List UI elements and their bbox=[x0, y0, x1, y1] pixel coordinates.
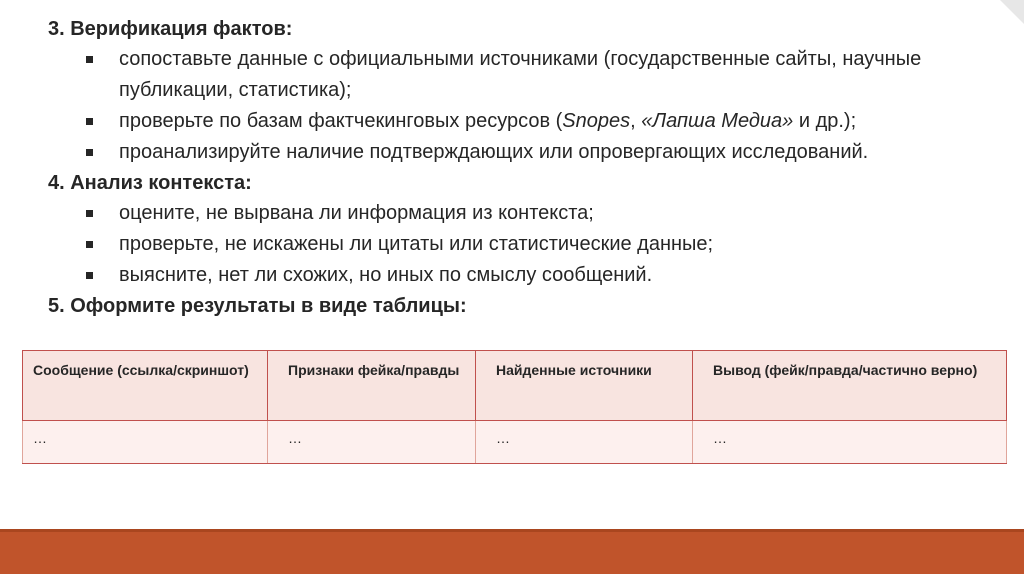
list-item bbox=[48, 106, 1018, 137]
list-item-text: проверьте, не искажены ли цитаты или статистические данные; bbox=[119, 233, 714, 255]
list-item-text-after: и др.); bbox=[793, 110, 857, 132]
list-item bbox=[48, 260, 1018, 291]
table-cell: … bbox=[476, 421, 693, 464]
bullet-icon bbox=[86, 241, 93, 248]
list-item-text: выясните, нет ли схожих, но иных по смыслу сообщений. bbox=[119, 264, 653, 286]
table-header-row bbox=[23, 351, 1007, 421]
bullet-icon bbox=[86, 149, 93, 156]
section-4-heading: 4. Анализ контекста: bbox=[48, 172, 252, 194]
snopes-name: Snopes bbox=[562, 110, 631, 132]
bullet-icon bbox=[86, 56, 93, 63]
section-3-list bbox=[48, 44, 1018, 168]
header-sources: Найденные источники bbox=[476, 351, 693, 421]
slide-content bbox=[48, 14, 1018, 321]
table-row bbox=[23, 421, 1007, 464]
lapsha-media-name: «Лапша Медиа» bbox=[641, 110, 794, 132]
list-item-text: сопоставьте данные с официальными источниками (государственные сайты, научные публикации, статистика); bbox=[119, 48, 922, 101]
table-cell: … bbox=[693, 421, 1007, 464]
list-item-text-middle: , bbox=[630, 110, 642, 132]
section-3-heading: 3. Верификация фактов: bbox=[48, 18, 293, 40]
list-item bbox=[48, 44, 979, 106]
bullet-icon bbox=[86, 118, 93, 125]
list-item-text: оцените, не вырвана ли информация из контекста; bbox=[119, 202, 594, 224]
footer-bar bbox=[0, 529, 1024, 574]
table-cell: … bbox=[268, 421, 476, 464]
list-item-text: проанализируйте наличие подтверждающих или опровергающих исследований. bbox=[119, 141, 869, 163]
header-signs: Признаки фейка/правды bbox=[268, 351, 476, 421]
list-item bbox=[48, 229, 1018, 260]
bullet-icon bbox=[86, 210, 93, 217]
footer-bar-edge bbox=[0, 529, 1024, 532]
header-conclusion: Вывод (фейк/правда/частично верно) bbox=[693, 351, 1007, 421]
list-item bbox=[48, 137, 899, 168]
table-cell: … bbox=[23, 421, 268, 464]
section-5-heading: 5. Оформите результаты в виде таблицы: bbox=[48, 295, 467, 317]
section-4-list bbox=[48, 198, 1018, 291]
bullet-icon bbox=[86, 272, 93, 279]
list-item bbox=[48, 198, 1018, 229]
header-message: Сообщение (ссылка/скриншот) bbox=[23, 351, 268, 421]
list-item-text-before: проверьте по базам фактчекинговых ресурсов ( bbox=[119, 110, 563, 132]
results-table bbox=[22, 350, 1007, 464]
